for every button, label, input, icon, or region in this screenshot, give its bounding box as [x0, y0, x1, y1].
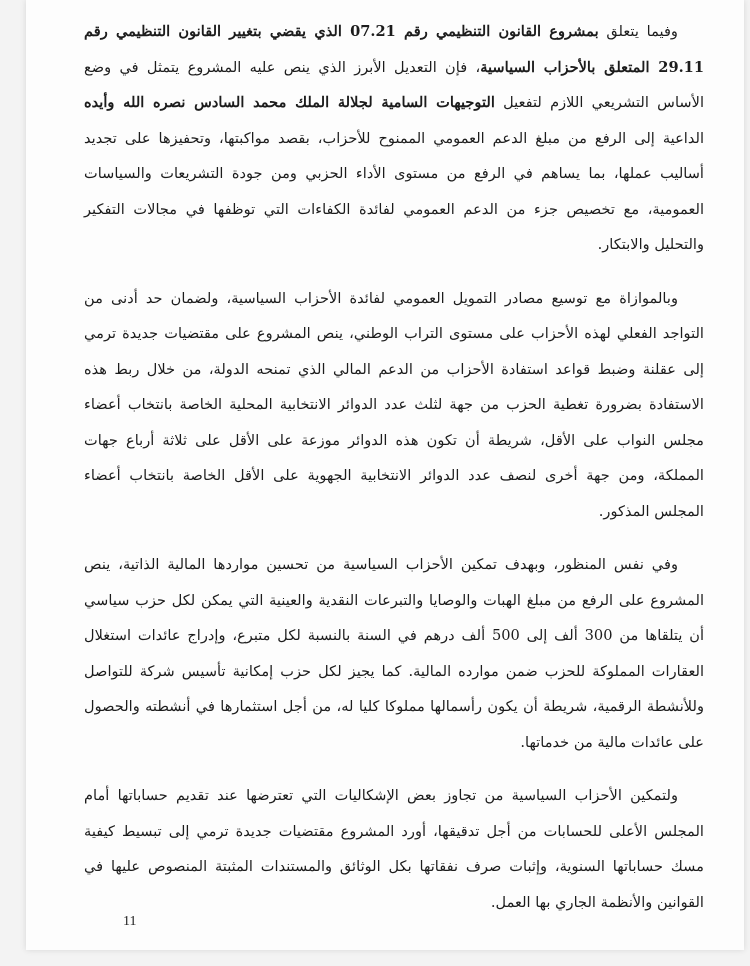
paragraph-public-funding [84, 281, 704, 530]
document-page [26, 0, 744, 950]
paragraph-text: وفي نفس المنظور، وبهدف تمكين الأحزاب السياسية من تحسين مواردها المالية الذاتية، ينص المشروع على الرفع من مبلغ الهبات والوصايا والتبرعات النقدية والعينية التي يمكن لكل حزب سياسي أن يتلقاها من 300 ألف إلى 500 ألف درهم في السنة بالنسبة لكل متبرع، وإدراج عائدات استغلال العقارات المملوكة للحزب ضمن موارده المالية. كما يجيز لكل حزب إمكانية تأسيس شركة للتواصل وللأنشطة الرقمية، شريطة أن يكون رأسمالها مملوكا كليا له، من أجل استثمارها في أنشطته والحصول على عائدات مالية من خدماتها. [84, 556, 704, 751]
paragraph-text: ولتمكين الأحزاب السياسية من تجاوز بعض الإشكاليات التي تعترضها عند تقديم حساباتها أمام المجلس الأعلى للحسابات من أجل تدقيقها، أورد المشروع مقتضيات جديدة ترمي إلى تبسيط كيفية مسك حساباتها السنوية، وإثبات صرف نفقاتها بكل الوثائق والمستندات المثبتة المنصوص عليها في القوانين والأنظمة الجاري بها العمل. [84, 787, 704, 911]
document-body [84, 14, 704, 938]
royal-directives-bold: التوجيهات السامية لجلالة الملك محمد السادس نصره الله وأيده [84, 94, 495, 111]
paragraph-bill-amendment [84, 14, 704, 263]
paragraph-text: وفيما يتعلق [598, 23, 678, 40]
bill-title-bold: بمشروع القانون التنظيمي رقم 07.21 الذي يقضي بتغيير القانون التنظيمي رقم 29.11 المتعلق بالأحزاب السياسية [84, 23, 704, 76]
paragraph-accounts [84, 778, 704, 920]
paragraph-text: الداعية إلى الرفع من مبلغ الدعم العمومي الممنوح للأحزاب، بقصد مواكبتها، وتحفيزها على تجديد أساليب عملها، بما يساهم في الرفع من مستوى الأداء الحزبي ومن جودة التشريعات والسياسات العمومية، مع تخصيص جزء من الدعم العمومي لفائدة الكفاءات التي توظفها في مجالات التفكير والتحليل والابتكار. [84, 129, 704, 253]
paragraph-text: ، فإن التعديل الأبرز الذي ينص عليه المشروع يتمثل في وضع الأساس التشريعي اللازم لتفعيل [84, 58, 704, 111]
paragraph-text: وبالموازاة مع توسيع مصادر التمويل العمومي لفائدة الأحزاب السياسية، ولضمان حد أدنى من التواجد الفعلي لهذه الأحزاب على مستوى التراب الوطني، ينص المشروع على مقتضيات جديدة ترمي إلى عقلنة وضبط قواعد استفادة الأحزاب من الدعم المالي الذي تمنحه الدولة، من خلال ربط هذه الاستفادة بضرورة تغطية الحزب من جهة لثلث عدد الدوائر الانتخابية المحلية الخاصة بانتخاب أعضاء مجلس النواب على الأقل، شريطة أن تكون هذه الدوائر موزعة على الأقل على ثلاثة أرباع جهات المملكة، ومن جهة أخرى لنصف عدد الدوائر الانتخابية الجهوية على الأقل الخاصة بانتخاب أعضاء المجلس المذكور. [84, 289, 704, 520]
page-number: 11 [123, 914, 137, 929]
paragraph-own-resources [84, 547, 704, 760]
